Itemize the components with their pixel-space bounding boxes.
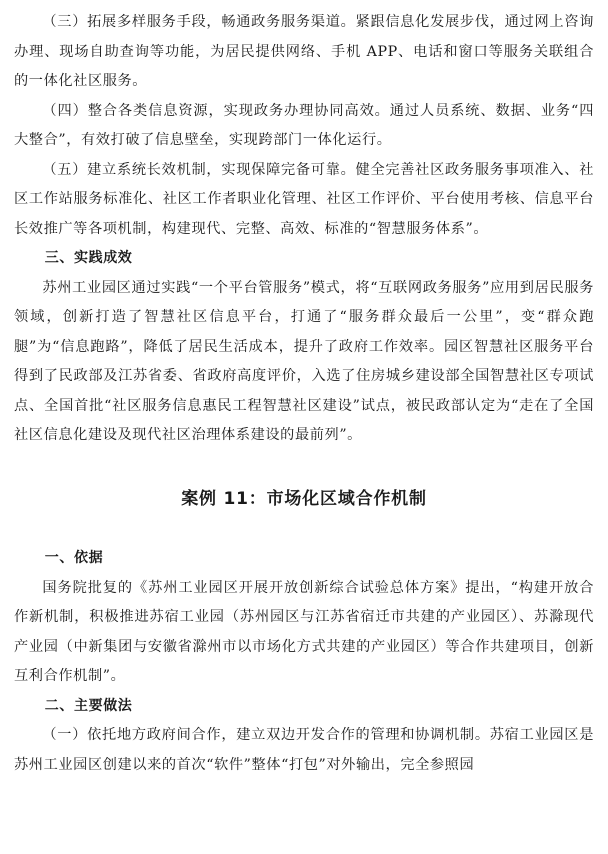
- section-heading-basis: 一、依据: [44, 550, 104, 566]
- paragraph-basis: 国务院批复的《苏州工业园区开展开放创新综合试验总体方案》提出，“构建开放合作新机制，积极推进苏宿工业园（苏州园区与江苏省宿迁市共建的产业园区）、苏滁现代产业园（中新集团与安徽省滁州市以市场化方式共建的产业园区）等合作共建项目，创新互利合作机制”。: [14, 579, 594, 684]
- section-heading-practice: 二、主要做法: [44, 697, 133, 714]
- paragraph-long-term-mechanism: （五）建立系统长效机制，实现保障完备可靠。健全完善社区政务服务事项准入、社区工作站服务标准化、社区工作者职业化管理、社区工作评价、平台使用考核、信息平台长效推广等各项机制，构建现代、完整、高效、标准的“智慧服务体系”。: [14, 161, 594, 237]
- paragraph-integrate-information: （四）整合各类信息资源，实现政务办理协同高效。通过人员系统、数据、业务“四大整合”，有效打破了信息壁垒，实现跨部门一体化运行。: [14, 102, 594, 148]
- paragraph-results: 苏州工业园区通过实践“一个平台管服务”模式，将“互联网政务服务”应用到居民服务领域，创新打造了智慧社区信息平台，打通了“服务群众最后一公里”，变“群众跑腿”为“信息跑路”，降低了居民生活成本，提升了政府工作效率。园区智慧社区服务平台得到了民政部及江苏省委、省政府高度评价，入选了住房城乡建设部全国智慧社区专项试点、全国首批“社区服务信息惠民工程智慧社区建设”试点，被民政部认定为“走在了全国社区信息化建设及现代社区治理体系建设的最前列”。: [14, 279, 594, 443]
- paragraph-practice: （一）依托地方政府间合作，建立双边开发合作的管理和协调机制。苏宿工业园区是苏州工业园区创建以来的首次“软件”整体“打包”对外输出，完全参照园: [14, 727, 594, 773]
- paragraph-expand-service-channels: （三）拓展多样服务手段，畅通政务服务渠道。紧跟信息化发展步伐，通过网上咨询办理、现场自助查询等功能，为居民提供网络、手机 APP、电话和窗口等服务关联组合的一体化社区服务。: [14, 14, 594, 89]
- case-title: 案例 11：市场化区域合作机制: [181, 488, 427, 509]
- section-heading-results: 三、实践成效: [44, 250, 133, 266]
